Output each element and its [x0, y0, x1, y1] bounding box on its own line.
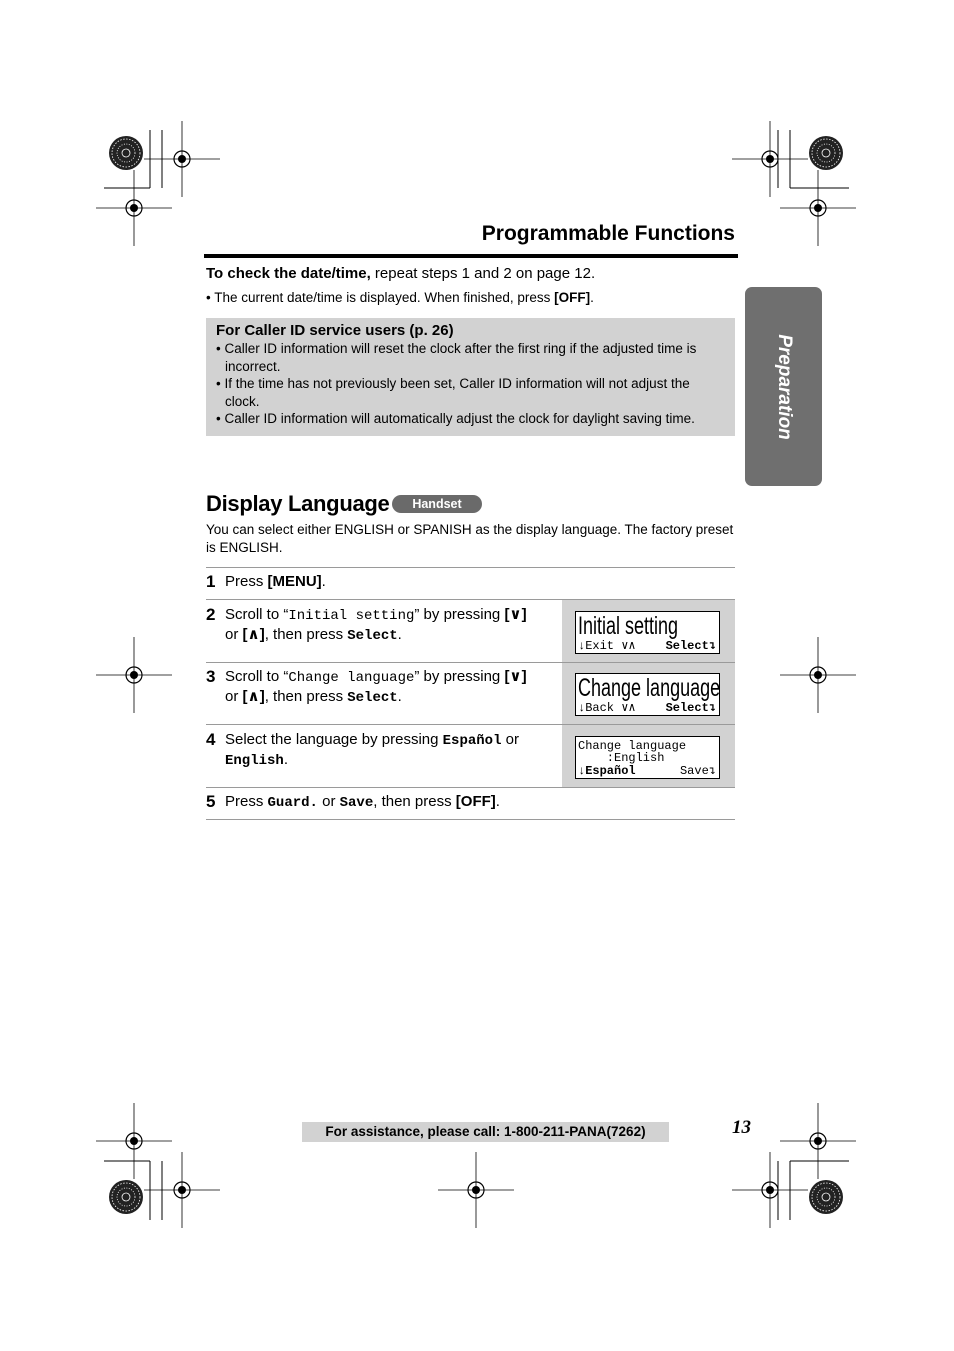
- step-text: Press: [225, 573, 268, 590]
- registration-target-icon: [780, 637, 856, 713]
- lcd-initial-setting: [575, 611, 720, 654]
- step-text: ” by pressing: [414, 606, 505, 623]
- lcd-softkey-left: ↓Exit ∨∧: [578, 639, 636, 653]
- menu-key-label: [MENU]: [267, 573, 322, 590]
- registration-target-icon: [780, 1103, 856, 1179]
- down-key-label: [∨]: [504, 606, 527, 623]
- bullet-end: .: [590, 290, 594, 305]
- lcd-line: Initial setting: [578, 612, 679, 640]
- registration-target-icon: [732, 121, 808, 197]
- step-text: .: [321, 573, 326, 590]
- step-text: , then press: [264, 688, 348, 705]
- display-language-intro: You can select either ENGLISH or SPANISH as the display language. The factory preset is ENGLISH.: [206, 522, 734, 555]
- lcd-softkey-right: Save↴: [679, 764, 716, 778]
- lcd-softkey-left: ↓Back ∨∧: [578, 701, 636, 715]
- registration-target-icon: [780, 170, 856, 246]
- registration-target-icon: [732, 1152, 808, 1228]
- date-check-bullet: [206, 290, 594, 305]
- date-check-paragraph: [206, 265, 595, 282]
- up-key-label: [∧]: [242, 626, 265, 643]
- handset-badge: Handset: [392, 495, 482, 513]
- up-key-label: [∧]: [242, 688, 265, 705]
- step-number: 2: [206, 605, 216, 624]
- caller-id-bullet: • Caller ID information will reset the clock after the first ring if the adjusted time is incorrect.: [216, 341, 697, 374]
- lcd-softkey-right: Select↴: [665, 701, 716, 715]
- date-check-lead: To check the date/time,: [206, 265, 371, 282]
- bullet-text: • The current date/time is displayed. When finished, press: [206, 290, 555, 305]
- softkey-label: Guard.: [267, 795, 318, 811]
- step-divider: [206, 567, 735, 568]
- caller-id-note-box: [206, 318, 735, 436]
- step-divider: [206, 787, 735, 788]
- registration-target-icon: [144, 1152, 220, 1228]
- display-text: Change language: [288, 670, 415, 686]
- lcd-line: Change language: [578, 674, 721, 702]
- lcd-change-language: [575, 673, 720, 716]
- step-text: or: [501, 731, 519, 748]
- date-check-rest: repeat steps 1 and 2 on page 12.: [370, 265, 596, 282]
- softkey-label: Español: [442, 733, 502, 749]
- caller-id-bullet: • Caller ID information will automatically adjust the clock for daylight saving time.: [216, 411, 695, 426]
- step-text: Select the language by pressing: [225, 731, 443, 748]
- registration-wheel-icon: [809, 136, 843, 170]
- step-text: .: [283, 751, 288, 768]
- off-key-label: [OFF]: [455, 793, 496, 810]
- registration-wheel-icon: [109, 1180, 143, 1214]
- step-text: .: [397, 688, 402, 705]
- softkey-label: Save: [339, 795, 374, 811]
- lcd-cell: [562, 725, 735, 787]
- page-number: 13: [732, 1117, 751, 1138]
- section-title: Programmable Functions: [481, 222, 735, 245]
- step-text: .: [495, 793, 500, 810]
- softkey-label: Select: [347, 628, 398, 644]
- registration-target-icon: [96, 637, 172, 713]
- step-text: , then press: [264, 626, 348, 643]
- lcd-language-english: [575, 736, 720, 779]
- step-text: Press: [225, 793, 268, 810]
- step-text: ” by pressing: [414, 668, 505, 685]
- registration-target-icon: [96, 1103, 172, 1179]
- title-rule: [204, 254, 738, 258]
- step-text: .: [397, 626, 402, 643]
- display-text: Initial setting: [288, 608, 415, 624]
- caller-id-heading: For Caller ID service users (p. 26): [216, 322, 454, 339]
- step-number: 4: [206, 730, 216, 749]
- assistance-footer: For assistance, please call: 1-800-211-PANA(7262): [302, 1122, 669, 1142]
- step-text: , then press: [373, 793, 456, 810]
- registration-wheel-icon: [809, 1180, 843, 1214]
- step-text: or: [317, 793, 340, 810]
- step-number: 1: [206, 572, 216, 591]
- registration-target-icon: [96, 170, 172, 246]
- registration-target-icon: [438, 1152, 514, 1228]
- off-key-label: [OFF]: [554, 290, 591, 305]
- registration-target-icon: [144, 121, 220, 197]
- down-key-label: [∨]: [504, 668, 527, 685]
- display-language-title: Display Language: [206, 491, 390, 516]
- lcd-softkey-right: Select↴: [665, 639, 716, 653]
- lcd-softkey-left: ↓Español: [578, 764, 636, 778]
- caller-id-bullet: • If the time has not previously been set, Caller ID information will not adjust the clock.: [216, 376, 690, 409]
- lcd-cell: [562, 600, 735, 662]
- chapter-tab-preparation: [745, 287, 822, 486]
- chapter-tab-label: Preparation: [773, 333, 795, 440]
- lcd-line: Change language: [578, 739, 687, 753]
- step-number: 5: [206, 792, 216, 811]
- step-text: or: [225, 688, 243, 705]
- step-text: Scroll to “: [225, 668, 289, 685]
- step-number: 3: [206, 667, 216, 686]
- step-text: or: [225, 626, 243, 643]
- registration-wheel-icon: [109, 136, 143, 170]
- lcd-cell: [562, 663, 735, 724]
- step-text: Scroll to “: [225, 606, 289, 623]
- softkey-label: Select: [347, 690, 398, 706]
- lcd-line: :English: [578, 751, 665, 765]
- softkey-label: English: [225, 753, 284, 769]
- step-divider: [206, 819, 735, 820]
